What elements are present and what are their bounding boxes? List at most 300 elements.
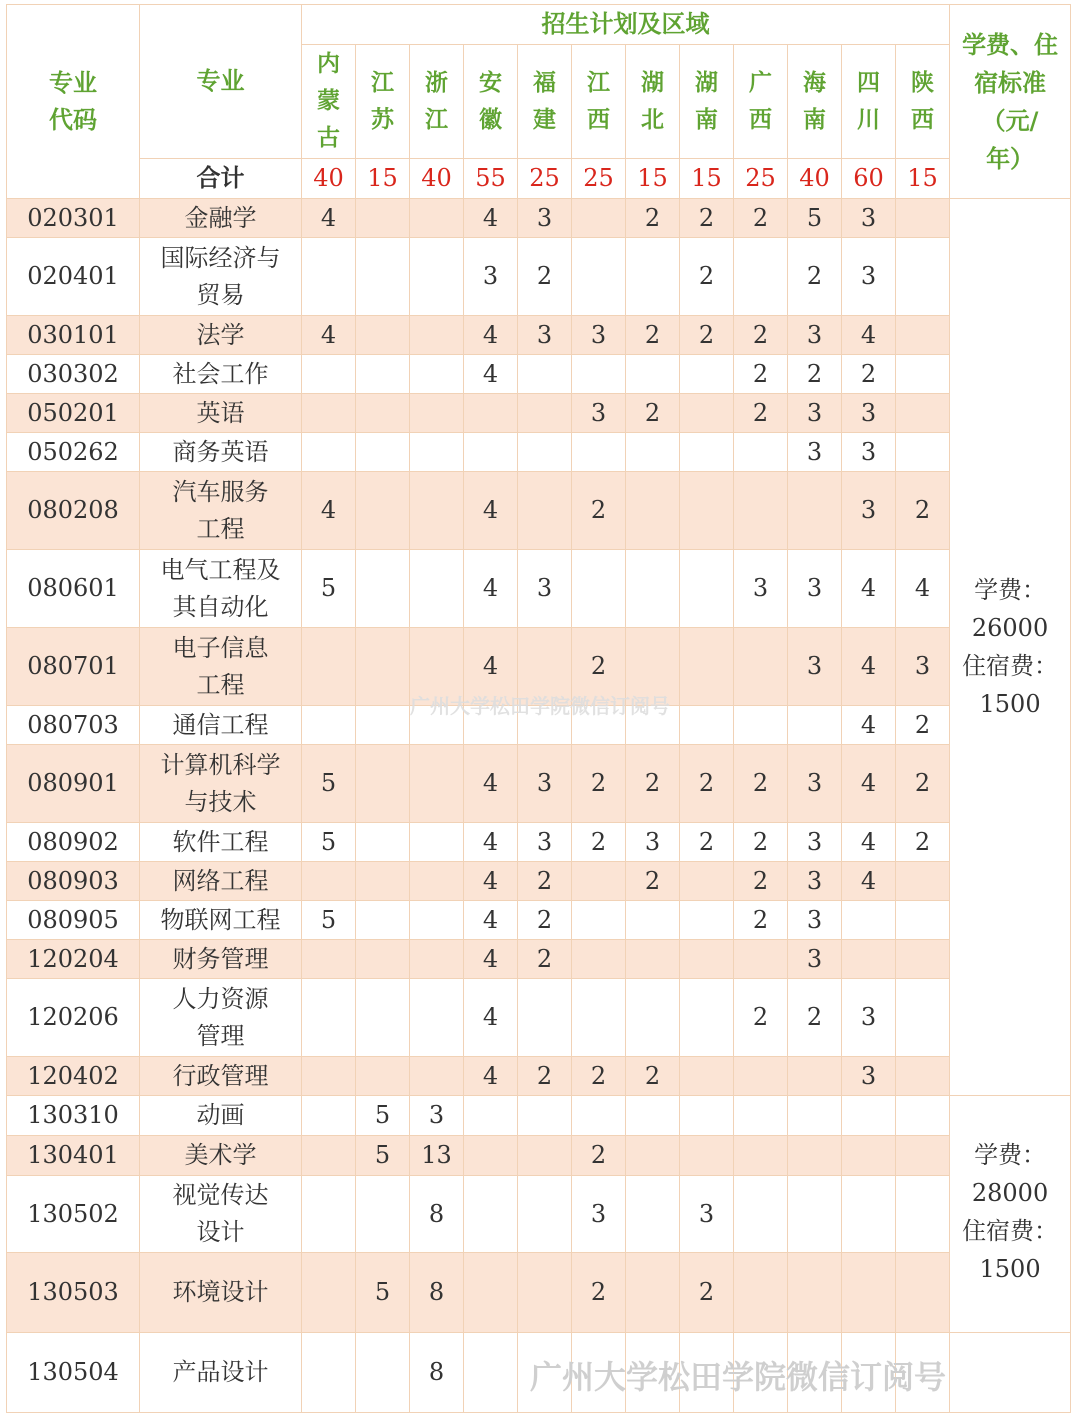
quota-cell	[356, 472, 410, 550]
major-code: 080701	[7, 628, 140, 706]
quota-cell	[518, 394, 572, 433]
major-name: 英语	[140, 394, 302, 433]
quota-cell: 4	[464, 979, 518, 1057]
quota-cell: 3	[788, 316, 842, 355]
quota-cell	[302, 706, 356, 745]
quota-cell: 3	[518, 199, 572, 238]
table-row	[7, 355, 1071, 394]
province-total: 40	[410, 159, 464, 199]
quota-cell	[356, 823, 410, 862]
quota-cell	[896, 1057, 950, 1096]
table-row	[7, 823, 1071, 862]
quota-cell: 2	[788, 355, 842, 394]
quota-cell	[572, 433, 626, 472]
quota-cell: 3	[788, 862, 842, 901]
quota-cell	[356, 355, 410, 394]
quota-cell	[356, 706, 410, 745]
quota-cell: 2	[734, 901, 788, 940]
table-row	[7, 1333, 1071, 1413]
quota-cell: 3	[842, 1057, 896, 1096]
quota-cell	[572, 238, 626, 316]
quota-cell: 4	[464, 1057, 518, 1096]
quota-cell	[410, 199, 464, 238]
major-code: 120204	[7, 940, 140, 979]
province-total: 15	[626, 159, 680, 199]
province-total: 55	[464, 159, 518, 199]
quota-cell: 3	[518, 823, 572, 862]
province-header: 江 苏	[356, 45, 410, 159]
quota-cell	[626, 472, 680, 550]
quota-cell	[896, 940, 950, 979]
major-name: 软件工程	[140, 823, 302, 862]
province-header: 广 西	[734, 45, 788, 159]
major-name: 行政管理	[140, 1057, 302, 1096]
major-name: 金融学	[140, 199, 302, 238]
quota-cell	[680, 1096, 734, 1136]
quota-cell	[410, 238, 464, 316]
quota-cell: 2	[680, 238, 734, 316]
quota-cell	[410, 628, 464, 706]
table-row	[7, 433, 1071, 472]
major-code: 120206	[7, 979, 140, 1057]
quota-cell: 2	[626, 394, 680, 433]
quota-cell	[788, 1176, 842, 1253]
major-name: 汽车服务 工程	[140, 472, 302, 550]
quota-cell	[410, 394, 464, 433]
province-header: 海 南	[788, 45, 842, 159]
table-row	[7, 628, 1071, 706]
quota-cell	[572, 550, 626, 628]
quota-cell: 2	[626, 745, 680, 823]
province-total: 15	[896, 159, 950, 199]
quota-cell: 3	[788, 550, 842, 628]
table-row	[7, 316, 1071, 355]
quota-cell: 2	[572, 823, 626, 862]
quota-cell	[896, 238, 950, 316]
quota-cell: 2	[572, 1136, 626, 1176]
major-code: 080905	[7, 901, 140, 940]
quota-cell	[410, 316, 464, 355]
quota-cell	[302, 1333, 356, 1413]
fee-standard-group-2: 学费： 28000 住宿费： 1500	[950, 1096, 1071, 1333]
quota-cell	[788, 1096, 842, 1136]
quota-cell	[734, 1096, 788, 1136]
quota-cell: 2	[734, 745, 788, 823]
table-row	[7, 940, 1071, 979]
quota-cell	[518, 433, 572, 472]
quota-cell: 2	[734, 823, 788, 862]
quota-cell	[464, 706, 518, 745]
quota-cell: 2	[518, 238, 572, 316]
quota-cell	[518, 1176, 572, 1253]
quota-cell	[680, 940, 734, 979]
quota-cell	[896, 901, 950, 940]
quota-cell: 3	[788, 394, 842, 433]
major-code: 030101	[7, 316, 140, 355]
quota-cell: 5	[788, 199, 842, 238]
quota-cell: 2	[626, 316, 680, 355]
quota-cell	[572, 355, 626, 394]
major-name: 商务英语	[140, 433, 302, 472]
major-name: 美术学	[140, 1136, 302, 1176]
quota-cell	[896, 355, 950, 394]
quota-cell: 2	[896, 745, 950, 823]
quota-cell	[356, 979, 410, 1057]
quota-cell: 4	[464, 745, 518, 823]
quota-cell: 5	[356, 1136, 410, 1176]
quota-cell: 8	[410, 1176, 464, 1253]
quota-cell: 5	[356, 1253, 410, 1333]
quota-cell: 2	[896, 472, 950, 550]
header-major-code: 专业 代码	[7, 5, 140, 199]
quota-cell	[734, 940, 788, 979]
major-code: 130502	[7, 1176, 140, 1253]
major-name: 物联网工程	[140, 901, 302, 940]
major-code: 050201	[7, 394, 140, 433]
quota-cell	[626, 628, 680, 706]
quota-cell	[680, 355, 734, 394]
quota-cell	[842, 1333, 896, 1413]
quota-cell	[356, 1333, 410, 1413]
province-total: 60	[842, 159, 896, 199]
province-total: 15	[680, 159, 734, 199]
quota-cell	[680, 706, 734, 745]
quota-cell	[626, 550, 680, 628]
quota-cell: 2	[518, 940, 572, 979]
province-header: 湖 北	[626, 45, 680, 159]
quota-cell: 4	[842, 316, 896, 355]
quota-cell: 4	[842, 628, 896, 706]
quota-cell: 4	[842, 862, 896, 901]
quota-cell: 2	[680, 1253, 734, 1333]
major-code: 080901	[7, 745, 140, 823]
quota-cell	[356, 745, 410, 823]
major-code: 020301	[7, 199, 140, 238]
quota-cell	[680, 862, 734, 901]
quota-cell	[518, 628, 572, 706]
quota-cell	[410, 706, 464, 745]
quota-cell	[356, 316, 410, 355]
quota-cell	[734, 1333, 788, 1413]
quota-cell	[518, 355, 572, 394]
major-code: 130401	[7, 1136, 140, 1176]
table-row	[7, 979, 1071, 1057]
quota-cell	[302, 862, 356, 901]
quota-cell: 4	[842, 706, 896, 745]
major-name: 通信工程	[140, 706, 302, 745]
major-name: 法学	[140, 316, 302, 355]
quota-cell	[356, 1057, 410, 1096]
fee-standard-group-1: 学费： 26000 住宿费： 1500	[950, 199, 1071, 1096]
quota-cell: 3	[788, 823, 842, 862]
quota-cell	[680, 901, 734, 940]
major-name: 国际经济与 贸易	[140, 238, 302, 316]
quota-cell	[626, 238, 680, 316]
quota-cell: 3	[572, 394, 626, 433]
quota-cell: 5	[302, 823, 356, 862]
table-row	[7, 1057, 1071, 1096]
quota-cell	[842, 1096, 896, 1136]
quota-cell: 2	[734, 199, 788, 238]
quota-cell: 3	[788, 745, 842, 823]
quota-cell	[518, 1333, 572, 1413]
quota-cell: 2	[626, 1057, 680, 1096]
quota-cell	[572, 862, 626, 901]
table-row	[7, 1253, 1071, 1333]
watermark-large: 广州大学松田学院微信订阅号	[530, 1358, 947, 1396]
quota-cell	[410, 862, 464, 901]
quota-cell: 4	[464, 550, 518, 628]
quota-cell	[356, 901, 410, 940]
quota-cell	[302, 238, 356, 316]
major-name: 社会工作	[140, 355, 302, 394]
quota-cell	[680, 433, 734, 472]
major-code: 020401	[7, 238, 140, 316]
province-total: 40	[302, 159, 356, 199]
quota-cell: 3	[788, 433, 842, 472]
province-header: 四 川	[842, 45, 896, 159]
quota-cell: 2	[734, 862, 788, 901]
major-code: 080601	[7, 550, 140, 628]
quota-cell	[518, 979, 572, 1057]
quota-cell	[788, 472, 842, 550]
major-code: 030302	[7, 355, 140, 394]
table-row	[7, 199, 1071, 238]
quota-cell: 8	[410, 1253, 464, 1333]
quota-cell: 13	[410, 1136, 464, 1176]
quota-cell	[626, 979, 680, 1057]
quota-cell	[302, 1057, 356, 1096]
quota-cell: 3	[842, 394, 896, 433]
quota-cell	[302, 355, 356, 394]
quota-cell	[734, 1253, 788, 1333]
quota-cell	[896, 1176, 950, 1253]
quota-cell	[518, 1253, 572, 1333]
quota-cell: 2	[896, 706, 950, 745]
quota-cell	[680, 394, 734, 433]
major-name: 人力资源 管理	[140, 979, 302, 1057]
quota-cell	[410, 979, 464, 1057]
quota-cell	[626, 1253, 680, 1333]
province-total: 25	[734, 159, 788, 199]
quota-cell	[572, 706, 626, 745]
watermark: 广州大学松田学院微信订阅号	[410, 694, 670, 718]
quota-cell	[410, 1057, 464, 1096]
major-name: 环境设计	[140, 1253, 302, 1333]
quota-cell	[734, 1136, 788, 1176]
province-header: 安 徽	[464, 45, 518, 159]
quota-cell: 3	[842, 238, 896, 316]
table-row	[7, 1096, 1071, 1136]
quota-cell	[410, 940, 464, 979]
quota-cell	[356, 199, 410, 238]
quota-cell	[734, 706, 788, 745]
quota-cell: 2	[680, 199, 734, 238]
quota-cell: 4	[464, 355, 518, 394]
quota-cell	[410, 823, 464, 862]
header-fee-standard: 学费、住 宿标准 （元/ 年）	[950, 5, 1071, 199]
quota-cell	[788, 1057, 842, 1096]
quota-cell	[626, 1136, 680, 1176]
quota-cell	[572, 1096, 626, 1136]
quota-cell	[302, 1253, 356, 1333]
quota-cell: 2	[518, 1057, 572, 1096]
quota-cell	[410, 433, 464, 472]
quota-cell	[896, 394, 950, 433]
quota-cell: 2	[518, 901, 572, 940]
quota-cell: 2	[734, 394, 788, 433]
quota-cell: 4	[464, 199, 518, 238]
quota-cell: 3	[842, 199, 896, 238]
quota-cell: 4	[302, 316, 356, 355]
quota-cell	[302, 628, 356, 706]
quota-cell	[572, 979, 626, 1057]
quota-cell	[572, 940, 626, 979]
header-major: 专业	[140, 5, 302, 159]
quota-cell	[572, 199, 626, 238]
table-row	[7, 238, 1071, 316]
quota-cell	[464, 1176, 518, 1253]
quota-cell	[896, 1253, 950, 1333]
quota-cell: 3	[464, 238, 518, 316]
quota-cell	[626, 1333, 680, 1413]
quota-cell: 3	[734, 550, 788, 628]
major-code: 080208	[7, 472, 140, 550]
quota-cell	[734, 238, 788, 316]
quota-cell	[410, 745, 464, 823]
quota-cell: 2	[788, 238, 842, 316]
quota-cell: 8	[410, 1333, 464, 1413]
quota-cell: 3	[572, 316, 626, 355]
major-code: 080903	[7, 862, 140, 901]
quota-cell	[464, 1253, 518, 1333]
quota-cell	[680, 1057, 734, 1096]
quota-cell: 3	[518, 745, 572, 823]
major-code: 120402	[7, 1057, 140, 1096]
quota-cell	[626, 940, 680, 979]
quota-cell: 5	[302, 550, 356, 628]
table-row	[7, 1176, 1071, 1253]
quota-cell	[518, 1136, 572, 1176]
quota-cell	[518, 1096, 572, 1136]
quota-cell	[410, 901, 464, 940]
province-header: 浙 江	[410, 45, 464, 159]
quota-cell	[734, 628, 788, 706]
quota-cell	[680, 1136, 734, 1176]
province-total: 40	[788, 159, 842, 199]
quota-cell: 2	[572, 628, 626, 706]
quota-cell: 2	[680, 823, 734, 862]
quota-cell: 3	[680, 1176, 734, 1253]
quota-cell	[626, 433, 680, 472]
quota-cell: 4	[464, 472, 518, 550]
major-name: 动画	[140, 1096, 302, 1136]
major-name: 产品设计	[140, 1333, 302, 1413]
quota-cell: 5	[302, 901, 356, 940]
quota-cell: 2	[734, 355, 788, 394]
major-code: 050262	[7, 433, 140, 472]
quota-cell	[626, 1176, 680, 1253]
table-row	[7, 901, 1071, 940]
quota-cell: 4	[842, 550, 896, 628]
quota-cell	[410, 550, 464, 628]
quota-cell	[896, 1136, 950, 1176]
table-row	[7, 394, 1071, 433]
province-header: 内 蒙 古	[302, 45, 356, 159]
quota-cell	[842, 901, 896, 940]
major-code: 130503	[7, 1253, 140, 1333]
major-code: 080703	[7, 706, 140, 745]
province-total: 25	[572, 159, 626, 199]
quota-cell: 3	[410, 1096, 464, 1136]
fee-empty-cell	[950, 1333, 1071, 1413]
quota-cell	[788, 1333, 842, 1413]
quota-cell	[356, 550, 410, 628]
quota-cell: 3	[788, 901, 842, 940]
table-row	[7, 745, 1071, 823]
major-name: 财务管理	[140, 940, 302, 979]
quota-cell	[680, 628, 734, 706]
quota-cell: 4	[464, 940, 518, 979]
quota-cell	[464, 394, 518, 433]
quota-cell	[896, 1333, 950, 1413]
quota-cell	[356, 862, 410, 901]
quota-cell	[788, 706, 842, 745]
quota-cell	[464, 1136, 518, 1176]
major-name: 视觉传达 设计	[140, 1176, 302, 1253]
quota-cell	[788, 1136, 842, 1176]
quota-cell	[356, 1176, 410, 1253]
quota-cell	[842, 1253, 896, 1333]
table-row	[7, 550, 1071, 628]
quota-cell: 4	[464, 316, 518, 355]
quota-cell	[896, 862, 950, 901]
province-header: 湖 南	[680, 45, 734, 159]
quota-cell	[734, 1057, 788, 1096]
quota-cell	[356, 628, 410, 706]
quota-cell	[896, 1096, 950, 1136]
quota-cell	[356, 940, 410, 979]
quota-cell	[734, 472, 788, 550]
province-total: 15	[356, 159, 410, 199]
quota-cell: 2	[572, 745, 626, 823]
quota-cell	[896, 433, 950, 472]
quota-cell	[626, 706, 680, 745]
quota-cell	[302, 433, 356, 472]
quota-cell: 3	[842, 472, 896, 550]
major-code: 130310	[7, 1096, 140, 1136]
quota-cell	[302, 979, 356, 1057]
quota-cell: 3	[626, 823, 680, 862]
table-row	[7, 706, 1071, 745]
quota-cell: 4	[842, 745, 896, 823]
enrollment-plan-table	[6, 4, 1071, 1413]
province-header: 福 建	[518, 45, 572, 159]
quota-cell	[896, 199, 950, 238]
quota-cell	[896, 316, 950, 355]
quota-cell	[572, 1333, 626, 1413]
quota-cell: 4	[464, 862, 518, 901]
header-plan-region: 招生计划及区域	[302, 5, 950, 45]
quota-cell: 4	[302, 472, 356, 550]
major-code: 080902	[7, 823, 140, 862]
quota-cell: 3	[518, 550, 572, 628]
quota-cell: 3	[518, 316, 572, 355]
quota-cell: 4	[464, 901, 518, 940]
table-row	[7, 862, 1071, 901]
quota-cell	[464, 433, 518, 472]
quota-cell: 3	[842, 433, 896, 472]
